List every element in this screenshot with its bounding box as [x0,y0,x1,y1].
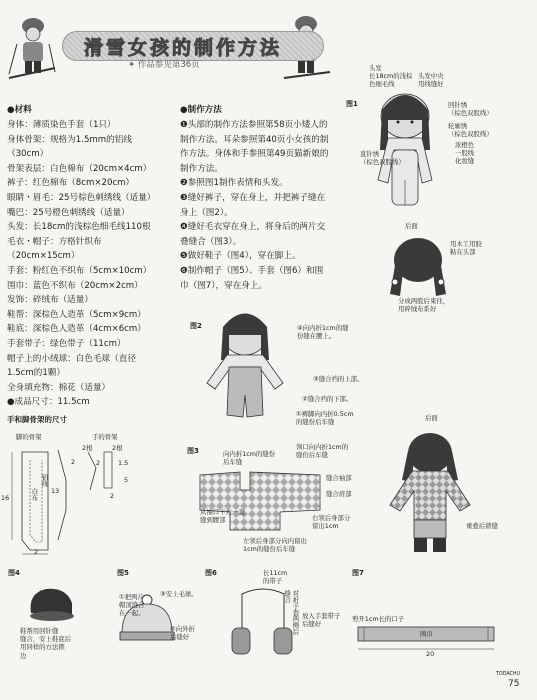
fig2-label: 图2 [190,322,202,330]
fig1-glue-note: 用木工用胶 粘在头部 [450,240,482,257]
materials-line: （20cm×15cm） [7,251,80,262]
fig3-sleeve-note: 从袖口下方一直 缝到腰部 [200,508,245,525]
method-line: ❷参照图1制作表情和头发。 [180,178,288,189]
fig1-label: 图1 [346,100,358,108]
fig7-length: 20 [426,650,435,658]
materials-line: 鞋帮：深棕色人造革（5cm×9cm） [7,309,146,320]
materials-line: 骨架表层：白色棉布（20cm×4cm） [7,163,152,174]
footer-brand: TODACHU [496,672,520,677]
method-line: 叠缝合（图3）。 [180,236,242,247]
materials-line: 1.5cm的1颗） [7,368,66,379]
fig7-scarf-label: 围巾 [420,630,433,638]
dim-16: 16 [1,494,10,502]
side-label-cloth: 白布 [30,488,39,501]
fig2-note-4: ④向内折1cm的缝 份缝在腰上。 [297,324,349,341]
fig3-hem-note: 右领后身部分 留出1cm [312,514,351,531]
fig1-straight-note: 直针绣 （棕色双股线） [360,150,405,167]
star-icon: ✶ [128,60,138,70]
subtitle-text: 作品参见第36页 [137,60,200,70]
method-heading: ●制作方法 [180,105,222,115]
fig1-hair-center-note: 头发中央 用线缝好 [418,72,444,89]
materials-line: ●成品尺寸：11.5cm [7,397,90,408]
fig3-cuff-note: 缝合袖部 [326,474,352,482]
method-line: 身上（图2）。 [180,207,233,218]
page-number: 75 [508,679,520,689]
fig1-hair-split-note: 分成两股后束住， 用碎绒布系好 [398,297,450,314]
dim-bottom-2: 2 [110,492,115,500]
method-line: 作方法。身体和手参照第49页猫新娘的 [180,149,329,160]
doll-head-back-illustration [382,234,454,304]
fig3-neck-note: 领口向内折1cm的 缝份后车缝 [296,443,349,460]
materials-line: 全身填充物：棉花（适量） [7,382,111,393]
fig5-note-3: ③安上毛球。 [160,590,198,598]
fig3-side-note: 缝合肩部 [326,490,352,498]
fig2-note-1: ①裤脚向内折0.5cm 的缝份后车缝 [296,410,354,427]
method-line: ❺做好鞋子（图4），穿在脚上。 [180,251,301,262]
method-line: 制作方法。耳朵参照第40页小女孩的制 [180,134,329,145]
fig5-note-2: ②向外折 后缝好 [170,625,195,642]
fig3-back-label: 后面 [425,414,438,422]
materials-line: 毛衣・帽子：方格针织布 [7,236,102,247]
materials-line: 手套：粉红色不织布（5cm×10cm） [7,266,152,276]
doll-pants-illustration [195,305,295,435]
fig3-back-note: 重叠后锁缝 [466,522,498,530]
fig1-outline-note: 轮廓绣 （棕色双股线） [448,122,493,139]
skier-illustration-left [7,14,59,84]
method-line: ❶头部的制作方法参照第58页小矮人的 [180,120,328,130]
hand-count-a: 2根 [82,444,93,452]
fig7-cut-note: 剪开1cm长的口子 [352,615,405,623]
fig5-note-1: ①把两片 帽顶缝合 在一起。 [119,593,145,618]
foot-skeleton-label: 脚的骨架 [16,433,42,441]
page-subtitle [128,58,200,70]
materials-line: 手套带子：绿色带子（11cm） [7,339,126,349]
fig3-bottom-note: 左领后身部分向内留出 1cm的缝份后车缝 [243,537,307,554]
materials-line: 头发：长18cm的浅棕色细毛线110根 [7,222,151,233]
fig6-put-note: 放入手套带子 后缝好 [302,612,341,629]
materials-line: 帽子上的小绒球：白色毛球（直径 [7,353,136,364]
materials-line: 嘴巴：25号橙色刺绣线（适量） [7,207,130,218]
method-line: ❸缝好裤子，穿在身上，并把裤子缝在 [180,193,326,203]
hand-value-a: 2 [96,459,101,467]
materials-line: 身体骨架：规格为1.5mm的铝线 [7,134,132,145]
fig7-label: 图7 [352,569,364,577]
method-line: 制作方法。 [180,163,223,174]
sweater-pattern-illustration [200,470,325,535]
fig6-fold-note: 对折手套两侧后 缝合 [283,590,300,635]
fig1-mouth-note: 浓橙色 一股线 化妆缝 [455,141,475,166]
dim-13: 13 [51,487,60,495]
materials-line: （30cm） [7,149,49,160]
materials-line: 发饰：碎绒布（适量） [7,295,93,306]
page-title: 滑雪女孩的制作方法 [84,37,283,59]
materials-line: 身体：薄质染色手套（1只） [7,120,116,130]
fig6-length-note: 长11cm 的带子 [263,569,288,586]
materials-line: 眼睛・眉毛：25号棕色刺绣线（适量） [7,193,156,203]
fig1-back-label: 后面 [405,222,418,230]
fig4-label: 图4 [8,569,20,577]
dim-2: 2 [71,458,76,466]
materials-heading: ●材料 [7,105,32,115]
fig3-top-note: 向内折1cm的缝份 后车缝 [223,450,276,467]
method-line: 巾（图7），穿在身上。 [180,280,268,291]
fig2-note-2: ②缝合裆的下部。 [302,395,353,403]
dim-5: 5 [124,476,129,484]
fig2-note-3: ③缝合裆的上部。 [313,375,364,383]
hand-skeleton-label: 手的骨架 [92,433,118,441]
materials-line: 裤子：红色棉布（8cm×20cm） [7,178,135,189]
skeleton-heading: 手和脚骨架的尺寸 [7,415,67,424]
hand-count-b: 2根 [112,444,123,452]
fig1-backstitch-note: 回针绣 （棕色双股线） [448,101,493,118]
fig1-hair-note: 头发 长18cm的浅棕 色细毛线 [369,64,413,89]
materials-line: 围巾：蓝色不织布（20cm×2cm） [7,280,143,291]
shoe-illustration [26,583,76,623]
hand-value-b: 1.5 [118,459,129,467]
materials-line: 鞋底：深棕色人造革（4cm×6cm） [7,324,146,335]
doll-back-sweater-illustration [380,425,480,560]
fig5-label: 图5 [117,569,129,577]
fig3-label: 图3 [187,447,199,455]
fig4-note: 鞋帮用回针缝 缝合，安上鞋底后 用同样的方法锁 边 [20,627,72,660]
dim-bottom: 2 [34,548,39,556]
fig6-label: 图6 [205,569,217,577]
method-line: ❻制作帽子（图5）、手套（图6）和围 [180,266,324,276]
method-line: ❹缝好毛衣穿在身上，将身后的两片交 [180,222,326,233]
side-label-wire: 铝线 [40,474,49,487]
